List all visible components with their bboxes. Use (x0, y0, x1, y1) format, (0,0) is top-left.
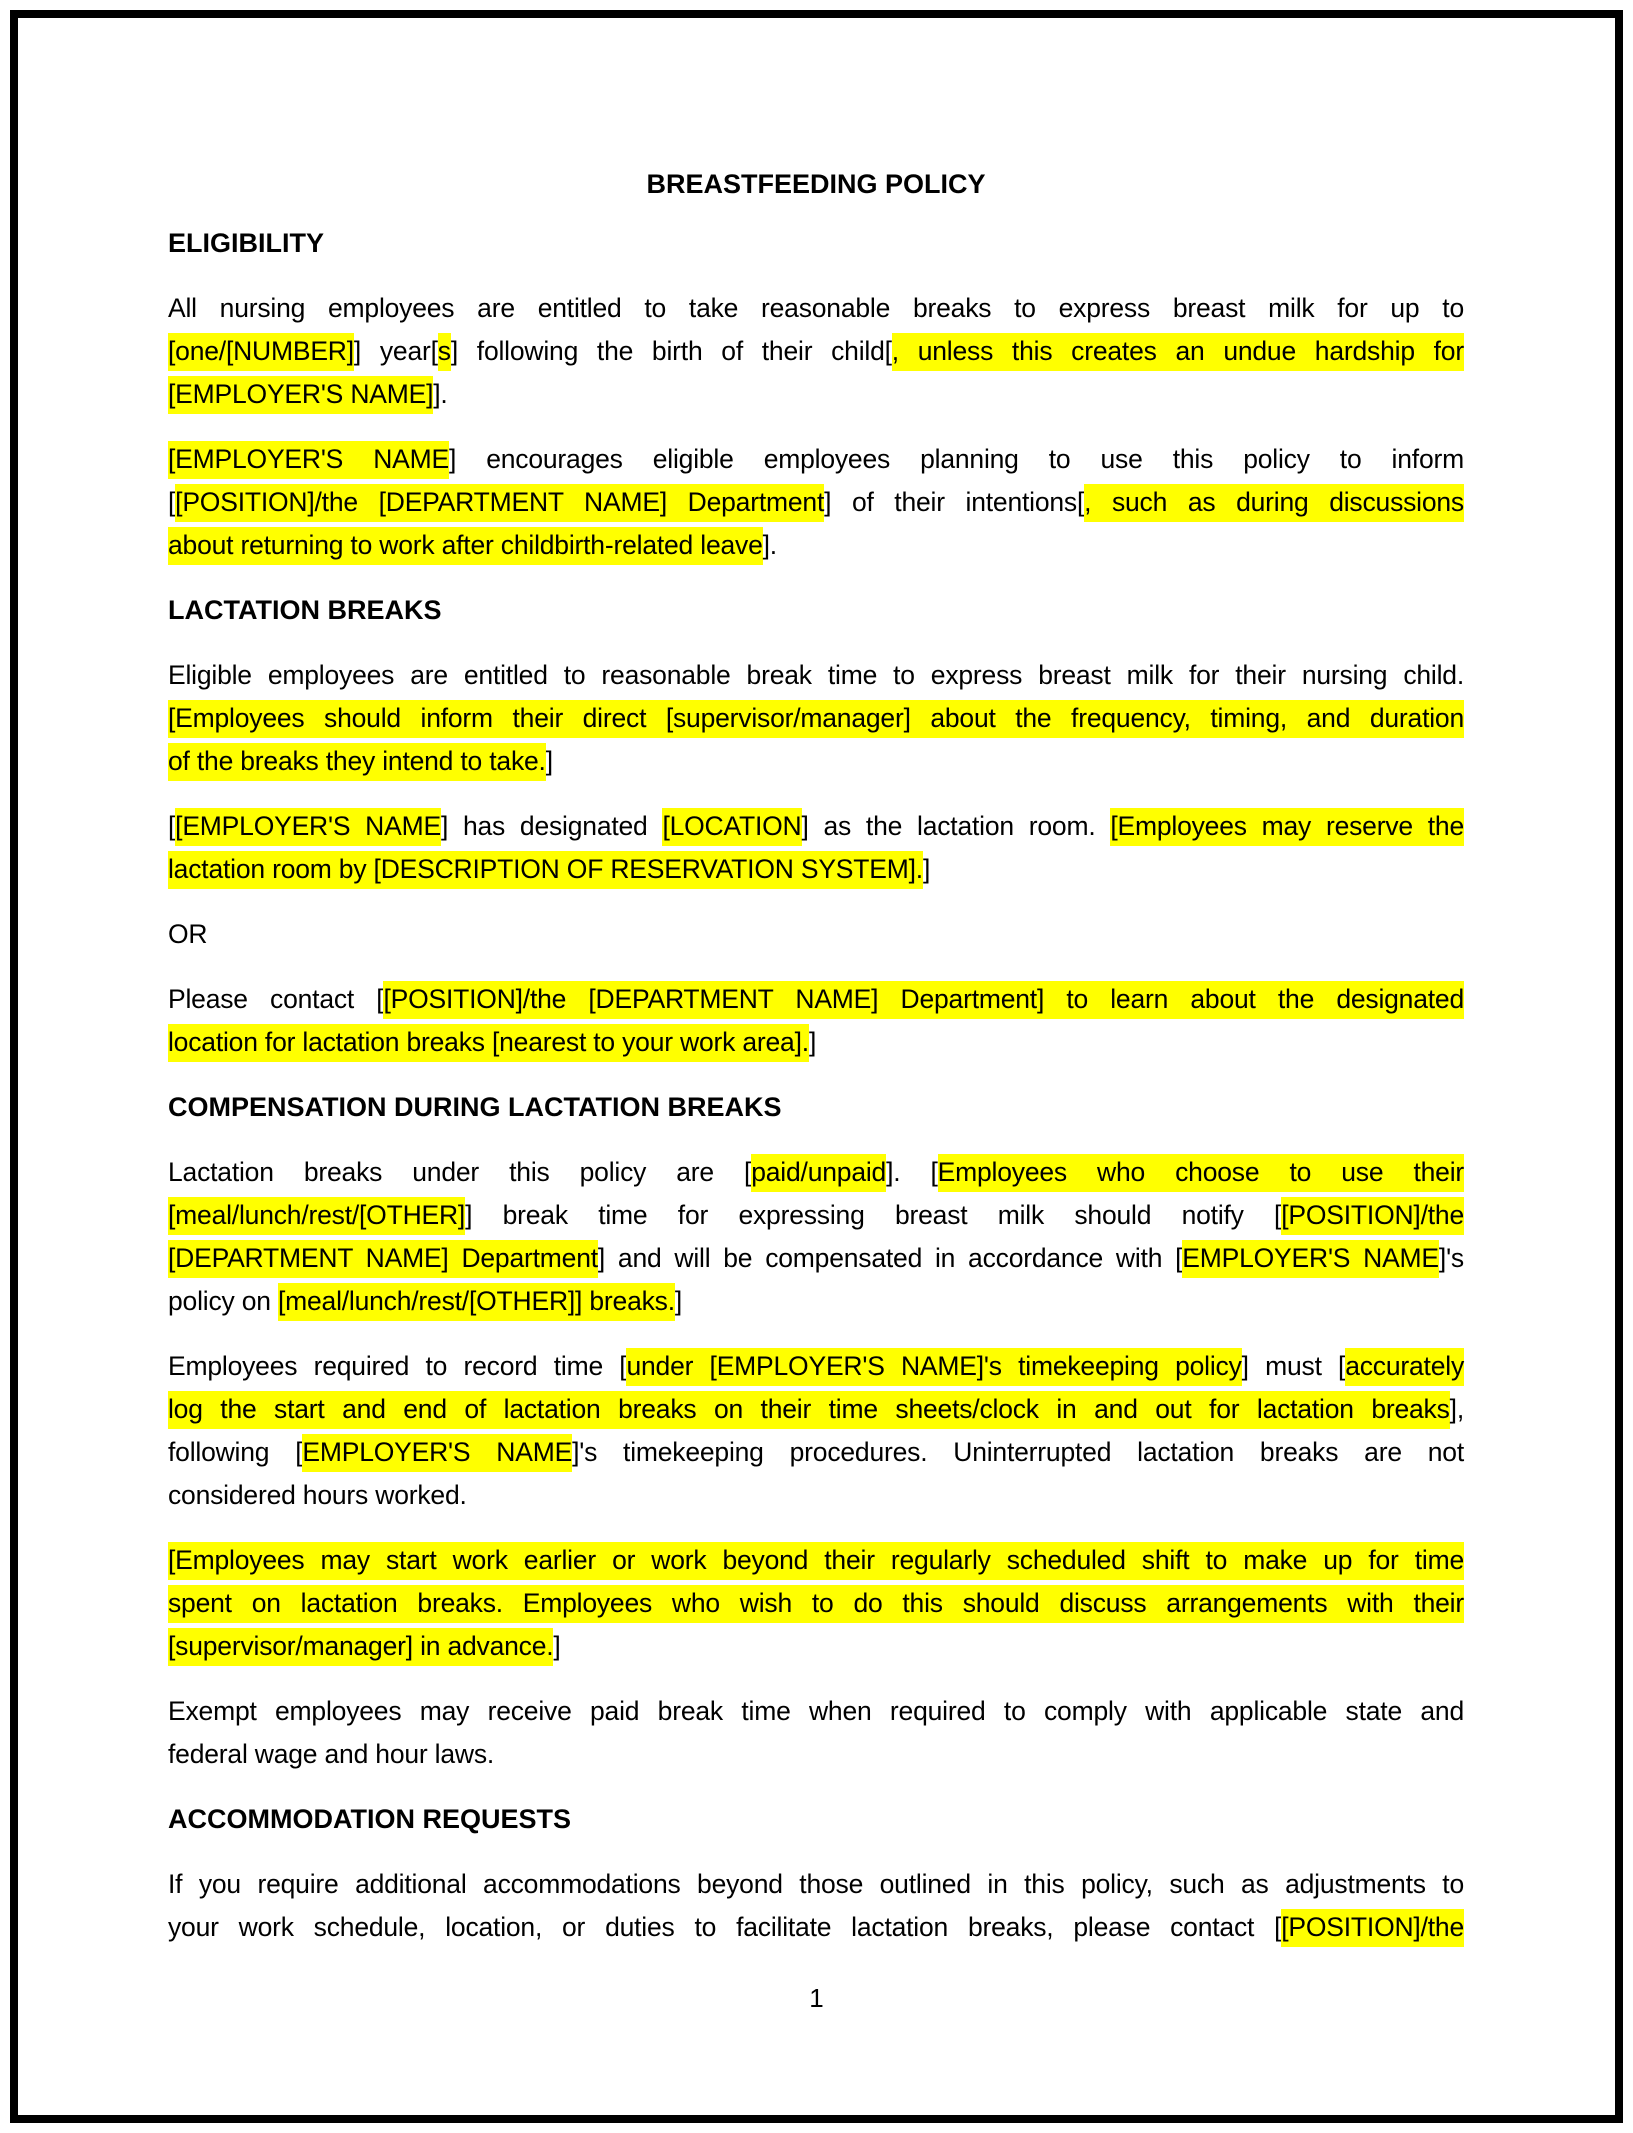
highlighted-placeholder: , unless this creates an undue hardship for (892, 333, 1464, 371)
paragraph (168, 1539, 1464, 1668)
paragraph (168, 287, 1464, 416)
text-segment: ] (808, 1027, 817, 1057)
highlighted-placeholder: under [EMPLOYER'S NAME]'s timekeeping policy (626, 1348, 1241, 1386)
text-line (168, 1863, 1464, 1906)
text-line (168, 330, 1464, 373)
text-segment: ]. (433, 379, 448, 409)
paragraph (168, 1863, 1464, 1949)
text-segment: Lactation breaks under this policy are [ (168, 1157, 752, 1187)
text-line (168, 654, 1464, 697)
highlighted-placeholder: [EMPLOYER'S NAME (175, 808, 441, 846)
text-line (168, 1388, 1464, 1431)
highlighted-placeholder: log the start and end of lactation breaks on their time sheets/clock in and out for lactation breaks (168, 1391, 1450, 1429)
highlighted-placeholder: [supervisor/manager] in advance. (168, 1628, 553, 1666)
paragraph (168, 1151, 1464, 1323)
text-segment: ]'s timekeeping procedures. Uninterrupted lactation breaks are not (572, 1437, 1465, 1467)
highlighted-placeholder: [EMPLOYER'S NAME] (168, 376, 433, 414)
paragraph (168, 438, 1464, 567)
highlighted-placeholder: [LOCATION (662, 808, 801, 846)
highlighted-placeholder: [EMPLOYER'S NAME (168, 441, 449, 479)
paragraph (168, 654, 1464, 783)
paragraph (168, 978, 1464, 1064)
text-segment: following [ (168, 1437, 303, 1467)
highlighted-placeholder: EMPLOYER'S NAME (302, 1434, 572, 1472)
highlighted-placeholder: of the breaks they intend to take. (168, 743, 546, 781)
text-segment: ]. (762, 530, 777, 560)
text-line (168, 1474, 1464, 1517)
text-segment: federal wage and hour laws. (168, 1739, 495, 1769)
text-segment: ] as the lactation room. (801, 811, 1111, 841)
highlighted-placeholder: [Employees may start work earlier or work beyond their regularly scheduled shift to make up for time (168, 1542, 1464, 1580)
text-line (168, 1539, 1464, 1582)
text-line (168, 740, 1464, 783)
text-segment: Eligible employees are entitled to reasonable break time to express breast milk for their nursing child. (168, 660, 1464, 690)
text-line (168, 373, 1464, 416)
paragraph (168, 1690, 1464, 1776)
paragraph (168, 805, 1464, 891)
text-segment: ] and will be compensated in accordance with [ (597, 1243, 1183, 1273)
text-line (168, 848, 1464, 891)
text-segment: ]'s (1438, 1243, 1464, 1273)
text-line (168, 1690, 1464, 1733)
text-segment: ] break time for expressing breast milk should notify [ (465, 1200, 1282, 1230)
highlighted-placeholder: [Employees should inform their direct [supervisor/manager] about the frequency, timing, and duration (168, 700, 1464, 738)
text-segment: ] must [ (1241, 1351, 1346, 1381)
text-line (168, 287, 1464, 330)
highlighted-placeholder: [Employees may reserve the (1110, 808, 1464, 846)
text-line (168, 1237, 1464, 1280)
highlighted-placeholder: [POSITION]/the [DEPARTMENT NAME] Department] to learn about the designated (383, 981, 1464, 1019)
text-segment: ] year[ (353, 336, 438, 366)
text-segment: Please contact [ (168, 984, 384, 1014)
section-heading: ACCOMMODATION REQUESTS (168, 1804, 571, 1834)
section-heading: ELIGIBILITY (168, 228, 325, 258)
text-line (168, 1194, 1464, 1237)
text-segment: If you require additional accommodations beyond those outlined in this policy, such as adjustments to (168, 1869, 1464, 1899)
highlighted-placeholder: spent on lactation breaks. Employees who wish to do this should discuss arrangements with their (168, 1585, 1464, 1623)
text-segment: ] encourages eligible employees planning to use this policy to inform (448, 444, 1464, 474)
highlighted-placeholder: [DEPARTMENT NAME] Department (168, 1240, 598, 1278)
text-segment: All nursing employees are entitled to take reasonable breaks to express breast milk for up to (168, 293, 1464, 323)
text-segment: ] (674, 1286, 683, 1316)
text-segment: Employees required to record time [ (168, 1351, 627, 1381)
paragraph (168, 1345, 1464, 1517)
text-segment: policy on (168, 1286, 278, 1316)
section-heading: LACTATION BREAKS (168, 595, 442, 625)
text-line (168, 697, 1464, 740)
text-segment: ] (545, 746, 553, 776)
text-line (168, 978, 1464, 1021)
page-title: BREASTFEEDING POLICY (646, 169, 986, 199)
text-segment: considered hours worked. (168, 1480, 467, 1510)
text-line (168, 1280, 1464, 1323)
paragraph (168, 913, 1464, 956)
text-line (168, 438, 1464, 481)
highlighted-placeholder: lactation room by [DESCRIPTION OF RESERVATION SYSTEM]. (168, 851, 923, 889)
document-content (168, 18, 1464, 1971)
highlighted-placeholder: location for lactation breaks [nearest to your work area]. (168, 1024, 809, 1062)
text-line (168, 913, 1464, 956)
highlighted-placeholder: , such as during discussions (1084, 484, 1464, 522)
text-segment: ] (922, 854, 931, 884)
highlighted-placeholder: [POSITION]/the [DEPARTMENT NAME] Department (175, 484, 824, 522)
highlighted-placeholder: [one/[NUMBER] (168, 333, 354, 371)
text-line (168, 1021, 1464, 1064)
text-segment: your work schedule, location, or duties to facilitate lactation breaks, please contact [ (168, 1912, 1282, 1942)
text-line (168, 481, 1464, 524)
highlighted-placeholder: paid/unpaid (751, 1154, 886, 1192)
highlighted-placeholder: s (438, 333, 451, 371)
text-line (168, 1733, 1464, 1776)
text-line (168, 1625, 1464, 1668)
highlighted-placeholder: about returning to work after childbirth-related leave (168, 527, 763, 565)
page-number: 1 (809, 1983, 824, 2013)
highlighted-placeholder: [meal/lunch/rest/[OTHER] (168, 1197, 465, 1235)
text-line (168, 1345, 1464, 1388)
text-segment: ] of their intentions[ (824, 487, 1085, 517)
highlighted-placeholder: [meal/lunch/rest/[OTHER]] breaks. (278, 1283, 675, 1321)
document-blocks (168, 222, 1464, 1949)
text-line (168, 1151, 1464, 1194)
highlighted-placeholder: [POSITION]/the (1281, 1909, 1464, 1947)
section-heading: COMPENSATION DURING LACTATION BREAKS (168, 1092, 782, 1122)
text-line (168, 1582, 1464, 1625)
text-segment: [ (168, 487, 176, 517)
text-segment: OR (168, 919, 208, 949)
highlighted-placeholder: Employees who choose to use their (938, 1154, 1464, 1192)
text-line (168, 524, 1464, 567)
text-segment: Exempt employees may receive paid break time when required to comply with applicable state and (168, 1696, 1464, 1726)
text-line (168, 805, 1464, 848)
text-segment: ] has designated (440, 811, 663, 841)
text-segment: ], (1449, 1394, 1464, 1424)
highlighted-placeholder: [POSITION]/the (1281, 1197, 1464, 1235)
text-segment: ]. [ (886, 1157, 938, 1187)
text-segment: ] following the birth of their child[ (450, 336, 892, 366)
text-line (168, 1906, 1464, 1949)
highlighted-placeholder: accurately (1345, 1348, 1464, 1386)
text-segment: ] (553, 1631, 561, 1661)
text-line (168, 1431, 1464, 1474)
highlighted-placeholder: EMPLOYER'S NAME (1182, 1240, 1439, 1278)
text-segment: [ (168, 811, 176, 841)
